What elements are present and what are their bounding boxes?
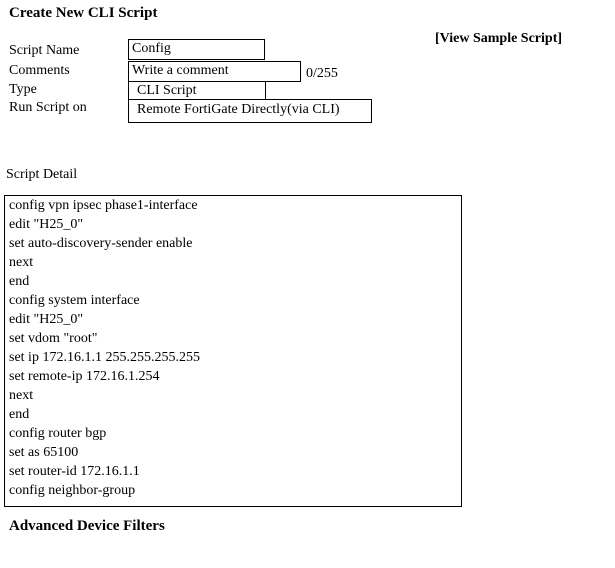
script-detail-textarea[interactable] [4,195,462,507]
script-detail-label: Script Detail [6,167,78,182]
run-script-on-select[interactable]: Remote FortiGate Directly(via CLI) [128,99,372,123]
script-name-input[interactable]: Config [128,39,265,60]
comments-char-counter: 0/255 [306,66,338,81]
script-line: set ip 172.16.1.1 255.255.255.255 [9,350,200,365]
script-line: config neighbor-group [9,483,136,498]
script-line: set as 65100 [9,445,79,460]
script-line: set vdom "root" [9,331,98,346]
script-line: next [9,388,34,403]
script-line: edit "H25_0" [9,312,84,327]
view-sample-script-link[interactable]: [View Sample Script] [435,31,563,46]
script-line: config system interface [9,293,140,308]
comments-input[interactable]: Write a comment [128,61,301,82]
advanced-device-filters-heading[interactable]: Advanced Device Filters [9,518,165,534]
script-name-label: Script Name [9,43,80,58]
script-line: set auto-discovery-sender enable [9,236,193,251]
script-line: end [9,274,30,289]
run-script-on-label: Run Script on [9,100,87,115]
type-label: Type [9,82,37,97]
script-line: next [9,255,34,270]
script-line: set remote-ip 172.16.1.254 [9,369,160,384]
script-line: config vpn ipsec phase1-interface [9,198,198,213]
script-line: end [9,407,30,422]
type-select[interactable]: CLI Script [128,81,266,100]
page-title: Create New CLI Script [9,5,158,21]
script-line: edit "H25_0" [9,217,84,232]
script-line: set router-id 172.16.1.1 [9,464,140,479]
comments-label: Comments [9,63,70,78]
script-line: config router bgp [9,426,107,441]
